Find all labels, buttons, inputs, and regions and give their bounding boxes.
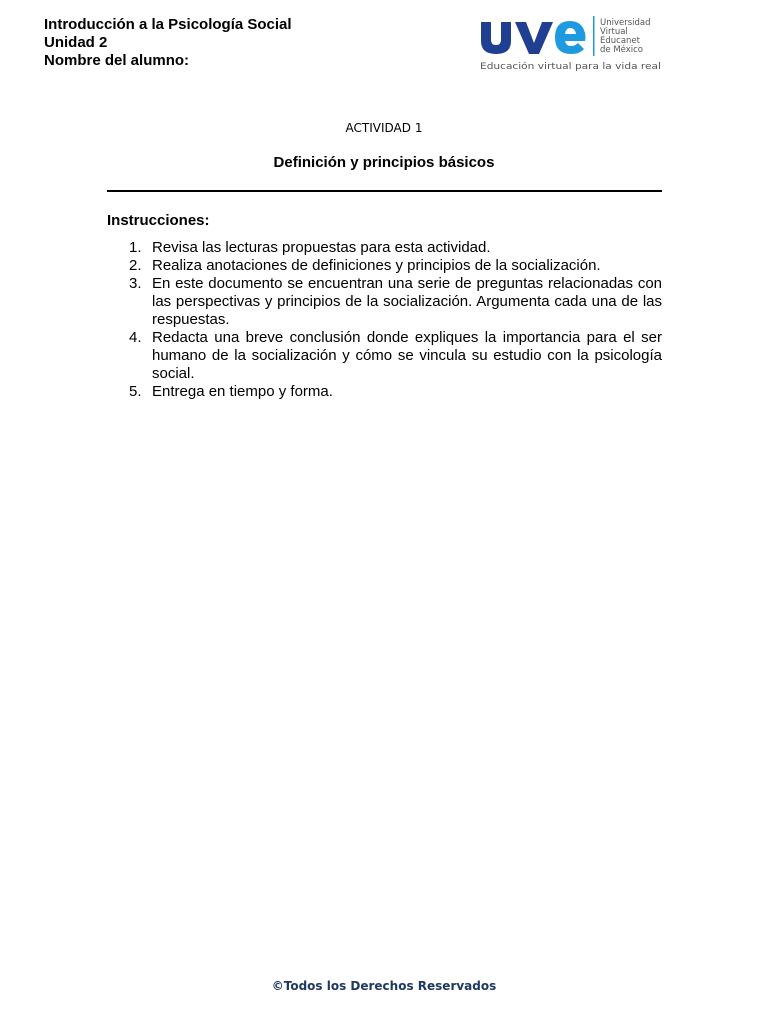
list-item bbox=[107, 275, 662, 329]
list-item bbox=[107, 239, 662, 257]
list-item-text: En este documento se encuentran una serie de preguntas relacionadas con las perspectivas y principios de la socialización. Argumenta cada una de las respuestas. bbox=[152, 275, 662, 328]
course-title: Introducción a la Psicología Social bbox=[44, 16, 292, 33]
list-item bbox=[107, 329, 662, 383]
list-item-text: Redacta una breve conclusión donde expliques la importancia para el ser humano de la socialización y cómo se vincula su estudio con la psicología social. bbox=[152, 329, 662, 382]
list-item-text: Entrega en tiempo y forma. bbox=[152, 383, 333, 400]
instructions-list bbox=[107, 239, 662, 401]
instructions-heading: Instrucciones: bbox=[107, 212, 210, 229]
list-item-text: Revisa las lecturas propuestas para esta actividad. bbox=[152, 239, 491, 256]
list-item-number: 5. bbox=[129, 383, 142, 400]
logo-letter-v bbox=[515, 22, 553, 54]
logo-name-line: de México bbox=[600, 45, 644, 55]
logo-divider bbox=[593, 16, 595, 56]
logo-tagline: Educación virtual para la vida real bbox=[480, 62, 627, 72]
activity-label: ACTIVIDAD 1 bbox=[345, 121, 423, 135]
activity-title: Definición y principios básicos bbox=[273, 154, 495, 171]
uve-logo bbox=[478, 14, 664, 74]
logo-letter-u bbox=[481, 22, 511, 54]
title-divider bbox=[107, 190, 662, 192]
student-name-label: Nombre del alumno: bbox=[44, 52, 190, 69]
list-item-number: 3. bbox=[129, 275, 142, 292]
list-item bbox=[107, 383, 662, 401]
copyright-footer: ©Todos los Derechos Reservados bbox=[271, 979, 497, 993]
list-item-text: Realiza anotaciones de definiciones y principios de la socialización. bbox=[152, 257, 601, 274]
logo-name-line: Virtual bbox=[600, 27, 628, 37]
logo-name-line: Educanet bbox=[600, 36, 640, 46]
logo-letter-e bbox=[555, 21, 586, 54]
document-header bbox=[44, 16, 292, 70]
logo-name-line: Universidad bbox=[600, 18, 651, 28]
unit-label: Unidad 2 bbox=[44, 34, 108, 51]
list-item-number: 4. bbox=[129, 329, 142, 346]
list-item bbox=[107, 257, 662, 275]
list-item-number: 2. bbox=[129, 257, 142, 274]
list-item-number: 1. bbox=[129, 239, 142, 256]
